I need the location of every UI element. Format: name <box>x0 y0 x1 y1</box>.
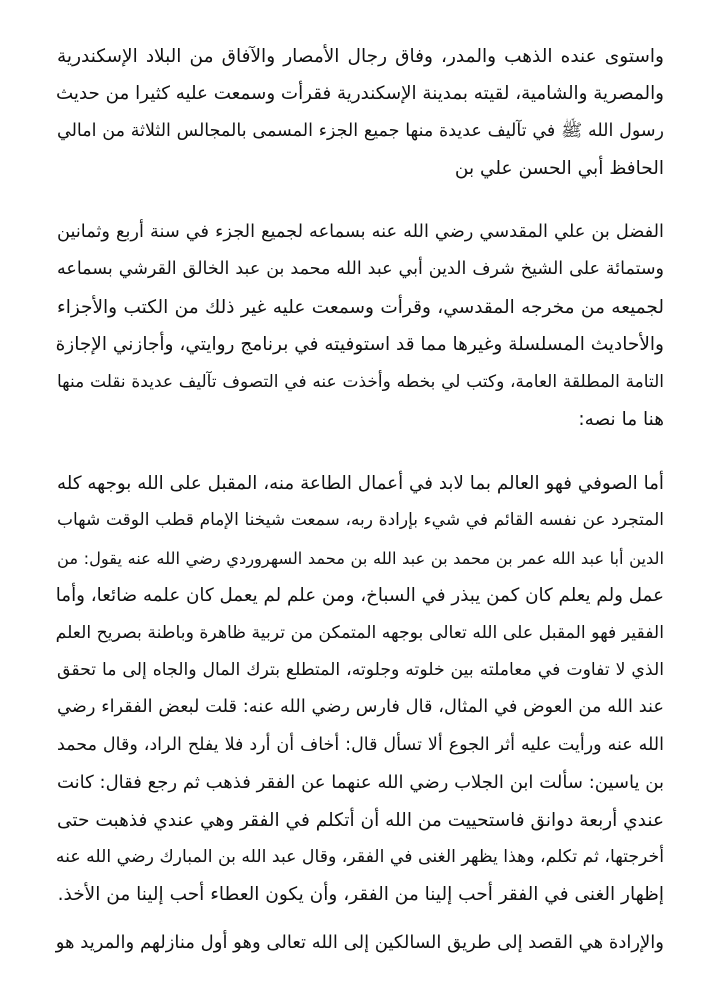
text-line: الدين أبا عبد الله عمر بن محمد بن عبد الله بن محمد السهروردي رضي الله عنه يقول: من <box>57 548 664 568</box>
paragraph-4 <box>57 924 664 961</box>
text-line: وستمائة على الشيخ شرف الدين أبي عبد الله محمد بن عبد الخالق القرشي بسماعه <box>57 259 664 280</box>
text-line: لجميعه من مخرجه المقدسي، وقرأت وسمعت عليه غير ذلك من الكتب والأجزاء <box>57 296 664 318</box>
text-line: أخرجتها، ثم تكلم، وهذا يظهر الغنى في الفقر، وقال عبد الله بن المبارك رضي الله عنه <box>55 846 664 867</box>
text-line: والأحاديث المسلسلة وغيرها مما قد استوفيته في برنامج روايتي، وأجازني الإجازة <box>55 334 664 356</box>
paragraph-1 <box>57 38 664 188</box>
text-line: المتجرد عن نفسه القائم في شيء بإرادة ربه، سمعت شيخنا الإمام قطب الوقت شهاب <box>57 510 664 531</box>
paragraph-3 <box>57 465 664 914</box>
text-line: أما الصوفي فهو العالم بما لابد في أعمال الطاعة منه، المقبل على الله بوجهه كله <box>57 473 664 494</box>
text-line: والإرادة هي القصد إلى طريق السالكين إلى الله تعالى وهو أول منازلهم والمريد هو <box>55 932 664 953</box>
paragraph-2 <box>57 214 664 438</box>
text-line: إظهار الغنى في الفقر أحب إلينا من الفقر، وأن يكون العطاء أحب إلينا من الأخذ. <box>57 884 664 906</box>
text-line: الله عنه ورأيت عليه أثر الجوع ألا تسأل قال: أخاف أن أرد فلا يفلح الراد، وقال محمد <box>57 734 664 755</box>
text-line: التامة المطلقة العامة، وكتب لي بخطه وأخذت عنه في التصوف تآليف عديدة نقلت منها <box>57 371 664 392</box>
text-line: رسول الله ﷺ في تآليف عديدة منها جميع الجزء المسمى بالمجالس الثلاثة من امالي <box>57 120 664 141</box>
text-line: عمل ولم يعلم كان كمن يبذر في السباخ، ومن علم لم يعمل كان علمه ضائعا، وأما <box>55 585 664 607</box>
text-line: واستوى عنده الذهب والمدر، وفاق رجال الأمصار والآفاق من البلاد الإسكندرية <box>57 46 664 67</box>
text-line: الذي لا تفاوت في معاملته بين خلوته وجلوته، المتطلع بترك المال والجاه إلى ما تحقق <box>57 659 664 680</box>
text-line: عندي أربعة دوانق فاستحييت من الله أن أتكلم في الفقر وهي عندي فذهبت حتى <box>57 809 664 831</box>
text-line: بن ياسين: سألت ابن الجلاب رضي الله عنهما عن الفقر فذهب ثم رجع فقال: كانت <box>57 772 664 794</box>
text-line: الفضل بن علي المقدسي رضي الله عنه بسماعه لجميع الجزء في سنة أربع وثمانين <box>57 222 664 242</box>
text-line: الحافظ أبي الحسن علي بن <box>454 158 664 180</box>
text-line: والمصرية والشامية، لقيته بمدينة الإسكندرية فقرأت وسمعت عليه كثيرا من حديث <box>55 83 664 105</box>
text-line: عند الله من العوض في المثال، قال فارس رضي الله عنه: قلت لبعض الفقراء رضي <box>57 697 664 718</box>
text-line: هنا ما نصه: <box>578 408 664 430</box>
text-line: الفقير فهو المقبل على الله تعالى بوجهه المتمكن من تربية ظاهرة وباطنة بصريح العلم <box>55 622 664 643</box>
